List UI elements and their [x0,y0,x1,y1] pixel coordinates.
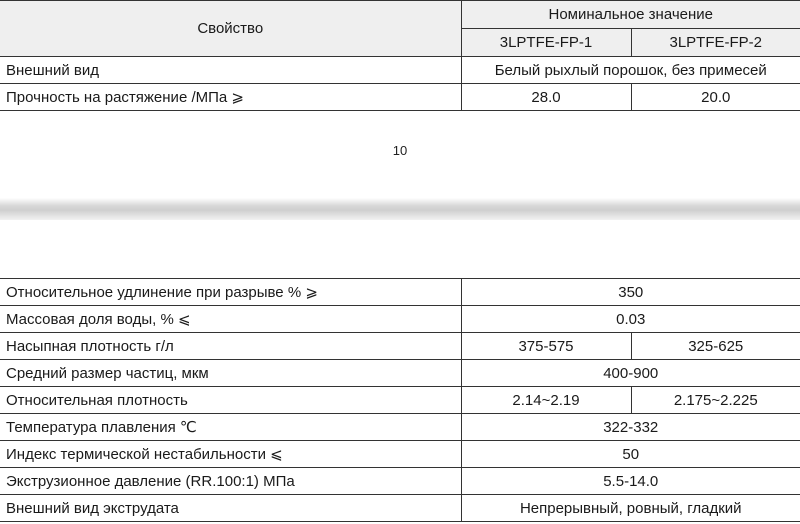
table-row [0,414,800,441]
table-header-row [0,1,800,29]
row-property: Насыпная плотность г/л [0,333,461,360]
header-property: Свойство [0,1,461,57]
row-value-span: 0.03 [461,306,800,333]
row-value-span: 322-332 [461,414,800,441]
row-property: Массовая доля воды, % ⩽ [0,306,461,333]
row-property: Относительная плотность [0,387,461,414]
table-row [0,306,800,333]
row-value-span: 5.5-14.0 [461,468,800,495]
header-grade-2: 3LPTFE-FP-2 [631,29,800,57]
row-value-span: Белый рыхлый порошок, без примесей [461,57,800,84]
table-row [0,495,800,522]
row-value-span: Непрерывный, ровный, гладкий [461,495,800,522]
table-row [0,360,800,387]
row-value-grade-1: 28.0 [461,84,631,111]
row-value-grade-1: 2.14~2.19 [461,387,631,414]
table-row [0,333,800,360]
page-number: 10 [392,143,408,158]
spec-table-bottom [0,278,800,522]
table-row [0,387,800,414]
row-property: Прочность на растяжение /МПа ⩾ [0,84,461,111]
row-property: Температура плавления ℃ [0,414,461,441]
row-value-grade-2: 20.0 [631,84,800,111]
row-value-grade-2: 2.175~2.225 [631,387,800,414]
row-value-span: 350 [461,279,800,306]
table-row [0,84,800,111]
row-value-span: 50 [461,441,800,468]
table-row [0,468,800,495]
row-value-grade-2: 325-625 [631,333,800,360]
row-property: Средний размер частиц, мкм [0,360,461,387]
table-row [0,441,800,468]
row-value-span: 400-900 [461,360,800,387]
table-row [0,57,800,84]
row-property: Экструзионное давление (RR.100:1) МПа [0,468,461,495]
spec-table-top [0,0,800,111]
row-property: Внешний вид [0,57,461,84]
table-row [0,279,800,306]
row-value-grade-1: 375-575 [461,333,631,360]
page-break-divider [0,198,800,220]
header-grade-1: 3LPTFE-FP-1 [461,29,631,57]
row-property: Внешний вид экструдата [0,495,461,522]
row-property: Индекс термической нестабильности ⩽ [0,441,461,468]
header-nominal-value: Номинальное значение [461,1,800,29]
row-property: Относительное удлинение при разрыве % ⩾ [0,279,461,306]
